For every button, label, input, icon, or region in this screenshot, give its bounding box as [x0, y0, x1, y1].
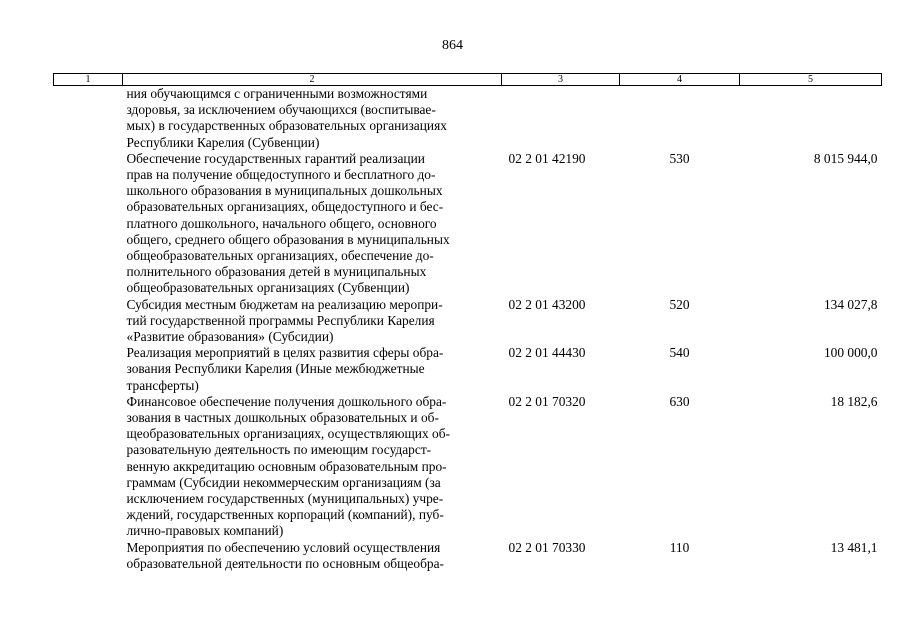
row-name-line: Реализация мероприятий в целях развития сферы обра-	[126, 345, 444, 361]
row-number-cell	[54, 345, 123, 394]
row-amount-cell: 100 000,0	[823, 345, 878, 361]
row-number-cell	[54, 297, 123, 346]
row-name-line: образовательных организациях, общедоступного и бес-	[126, 199, 444, 215]
row-number-cell	[54, 86, 123, 151]
row-name-line: мых) в государственных образовательных организациях	[126, 118, 447, 134]
row-amount-cell: 8 015 944,0	[813, 150, 878, 166]
row-name-line: Республики Карелия (Субвенции)	[126, 134, 320, 150]
row-name-line: Финансовое обеспечение получения дошкольного обра-	[126, 393, 447, 409]
row-name-line: общего, среднего общего образования в муниципальных	[126, 231, 450, 247]
row-name-cell	[123, 151, 502, 297]
row-name-cell	[123, 540, 502, 572]
row-name-line: исключением государственных (муниципальных) учре-	[126, 491, 444, 507]
row-number-cell	[54, 394, 123, 540]
row-type-cell: 630	[669, 393, 690, 409]
table-body	[54, 86, 882, 573]
row-number-cell	[54, 540, 123, 572]
row-name-line: щеобразовательных организациях, осуществляющих об-	[126, 426, 450, 442]
row-amount-cell: 13 481,1	[830, 539, 878, 555]
row-type-cell: 520	[669, 296, 690, 312]
row-name-line: здоровья, за исключением обучающихся (воспитывае-	[126, 102, 436, 118]
row-name-line: школьного образования в муниципальных дошкольных	[126, 183, 443, 199]
row-type-cell: 110	[669, 539, 690, 555]
table-row	[54, 345, 882, 394]
table-row	[54, 394, 882, 540]
row-code-cell	[502, 86, 620, 151]
row-name-line: зования в частных дошкольных образовательных и об-	[126, 410, 439, 426]
column-header-3: 3	[502, 74, 620, 86]
row-name-line: Субсидия местным бюджетам на реализацию меропри-	[126, 296, 443, 312]
row-name-line: Мероприятия по обеспечению условий осуществления	[126, 539, 441, 555]
row-name-line: трансферты)	[126, 377, 199, 393]
table-row	[54, 297, 882, 346]
row-code-cell: 02 2 01 70330	[508, 539, 586, 555]
row-name-cell	[123, 86, 502, 151]
row-name-line: граммам (Субсидии некоммерческим организациям (за	[126, 474, 441, 490]
table-header-row	[54, 74, 882, 86]
row-name-line: лично-правовых компаний)	[126, 523, 284, 539]
row-code-cell: 02 2 01 70320	[508, 393, 586, 409]
page-number: 864	[442, 38, 463, 53]
row-name-cell	[123, 394, 502, 540]
table-row	[54, 540, 882, 572]
row-amount-cell: 18 182,6	[830, 393, 878, 409]
row-name-line: «Развитие образования» (Субсидии)	[126, 329, 334, 345]
row-type-cell	[620, 86, 740, 151]
row-name-line: разовательную деятельность по имеющим государст-	[126, 442, 432, 458]
row-name-line: ждений, государственных корпораций (компаний), пуб-	[126, 507, 444, 523]
row-code-cell: 02 2 01 44430	[508, 345, 586, 361]
column-header-2: 2	[123, 74, 502, 86]
table-row	[54, 86, 882, 151]
row-name-line: полнительного образования детей в муниципальных	[126, 264, 427, 280]
row-name-line: Обеспечение государственных гарантий реализации	[126, 150, 425, 166]
table-row	[54, 151, 882, 297]
row-name-line: венную аккредитацию основным образовательным про-	[126, 458, 447, 474]
row-type-cell: 530	[669, 150, 690, 166]
row-code-cell: 02 2 01 42190	[508, 150, 586, 166]
row-name-cell	[123, 297, 502, 346]
row-code-cell: 02 2 01 43200	[508, 296, 586, 312]
budget-table	[53, 73, 882, 572]
row-name-line: платного дошкольного, начального общего, основного	[126, 215, 437, 231]
row-amount-cell: 134 027,8	[823, 296, 878, 312]
row-amount-cell	[740, 86, 882, 151]
column-header-4: 4	[620, 74, 740, 86]
row-name-line: зования Республики Карелия (Иные межбюджетные	[126, 361, 425, 377]
row-name-line: образовательной деятельности по основным общеобра-	[126, 555, 444, 571]
row-name-line: тий государственной программы Республики Карелия	[126, 312, 435, 328]
row-name-cell	[123, 345, 502, 394]
column-header-5: 5	[740, 74, 882, 86]
row-name-line: прав на получение общедоступного и бесплатного до-	[126, 167, 436, 183]
row-name-line: общеобразовательных организациях, обеспечение до-	[126, 248, 434, 264]
row-type-cell: 540	[669, 345, 690, 361]
row-name-line: ния обучающимся с ограниченными возможностями	[126, 86, 428, 101]
row-name-line: общеобразовательных организациях (Субвенции)	[126, 280, 410, 296]
row-number-cell	[54, 151, 123, 297]
column-header-1: 1	[54, 74, 123, 86]
